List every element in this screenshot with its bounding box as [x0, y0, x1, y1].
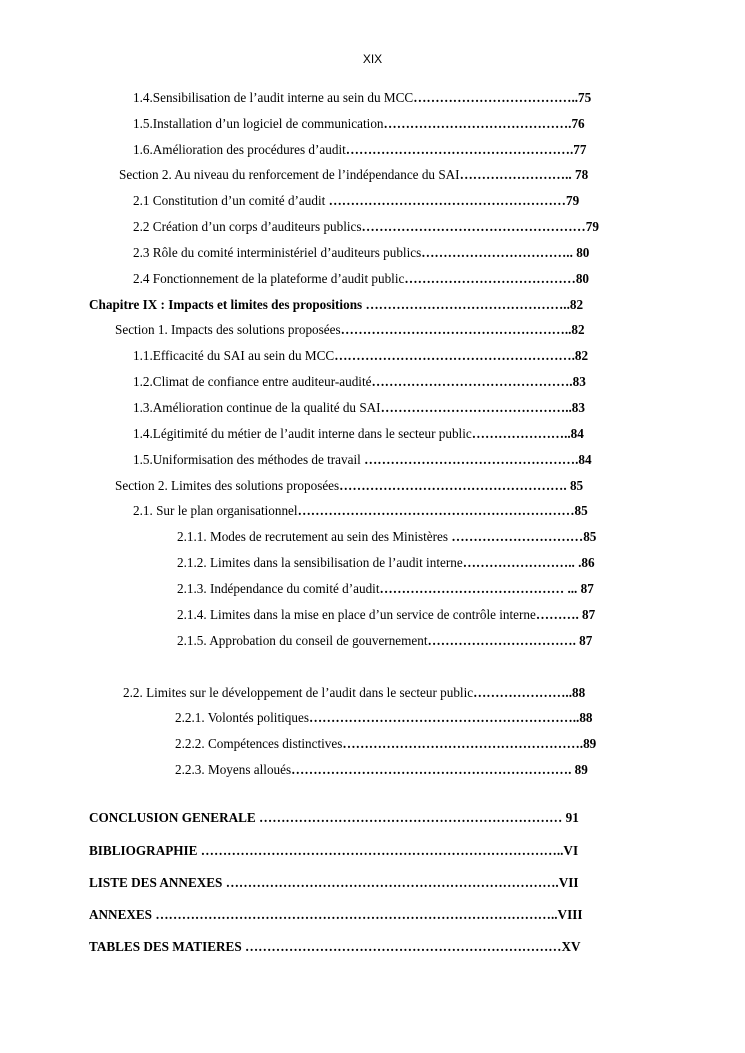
- toc-entry: [133, 400, 585, 416]
- page-number: XIX: [362, 52, 383, 66]
- toc-entry-page: 78: [574, 167, 589, 182]
- toc-entry-dots: ………………………………………………: [328, 193, 566, 208]
- toc-entry: [133, 374, 586, 390]
- toc-entry: [133, 193, 579, 209]
- toc-entry-title: CONCLUSION GENERALE: [89, 810, 260, 825]
- toc-entry-page: 88: [579, 710, 593, 725]
- toc-entry: [177, 633, 592, 649]
- toc-entry-page: VI: [563, 843, 579, 858]
- toc-entry-dots: ……………………………………..: [380, 400, 572, 415]
- toc-entry-title: 1.5.Installation d’un logiciel de communication: [133, 116, 384, 131]
- toc-entry-dots: ………………………………………………………………….: [225, 875, 559, 890]
- toc-entry-page: 80: [576, 245, 590, 260]
- toc-entry-page: VIII: [557, 907, 583, 922]
- toc-entry-dots: …………………………………….: [383, 116, 572, 131]
- toc-entry-page: 82: [574, 348, 589, 363]
- toc-entry: [119, 167, 588, 183]
- toc-entry-title: 1.6.Amélioration des procédures d’audit: [133, 142, 346, 157]
- toc-entry-dots: ………………………………………….: [364, 452, 579, 467]
- toc-entry-page: 84: [578, 452, 592, 467]
- toc-entry: [177, 555, 595, 571]
- toc-entry-title: 2.2 Création d’un corps d’auditeurs publics: [133, 219, 362, 234]
- toc-entry-title: Section 2. Au niveau du renforcement de l’indépendance du SAI: [119, 167, 460, 182]
- toc-entry-title: TABLES DES MATIERES: [89, 939, 245, 954]
- toc-entry: [177, 529, 596, 545]
- toc-entry-page: 86: [581, 555, 595, 570]
- toc-entry: [133, 348, 588, 364]
- toc-entry-title: 1.4.Légitimité du métier de l’audit interne dans le secteur public: [133, 426, 472, 441]
- toc-entry-page: 89: [574, 762, 588, 777]
- toc-entry: [115, 322, 585, 338]
- toc-entry: [133, 503, 588, 519]
- toc-entry: [175, 762, 588, 778]
- toc-entry-dots: ……………………………………………….: [342, 736, 584, 751]
- toc-entry-page: 75: [578, 90, 592, 105]
- toc-entry: [133, 219, 599, 235]
- toc-entry-page: 79: [565, 193, 580, 208]
- toc-entry-page: 87: [582, 607, 596, 622]
- toc-entry-title: 2.1. Sur le plan organisationnel: [133, 503, 298, 518]
- toc-entry-dots: ………………………………………………………………………..: [200, 843, 564, 858]
- toc-entry-title: 1.2.Climat de confiance entre auditeur-audité: [133, 374, 372, 389]
- toc-entry-page: 85: [574, 503, 588, 518]
- toc-entry-title: 2.3 Rôle du comité interministériel d’auditeurs publics: [133, 245, 422, 260]
- toc-entry-dots: …………………………………: [404, 271, 576, 286]
- toc-entry-dots: ………………………………………………………: [297, 503, 575, 518]
- toc-entry-title: Section 2. Limites des solutions proposées: [115, 478, 340, 493]
- toc-entry-chapter: [89, 297, 583, 313]
- toc-entry: [123, 685, 585, 701]
- toc-entry-dots: ……………………………………………….: [334, 348, 575, 363]
- toc-entry-page: 83: [572, 374, 586, 389]
- toc-entry-major: [89, 907, 582, 923]
- toc-entry-page: 87: [579, 633, 593, 648]
- toc-entry-dots: …………………………….: [427, 633, 580, 648]
- toc-entry-title: LISTE DES ANNEXES: [89, 875, 226, 890]
- toc-entry-page: 79: [585, 219, 599, 234]
- toc-entry-dots: ……………………………………………………..: [308, 710, 580, 725]
- toc-entry-title: 2.2.3. Moyens alloués: [175, 762, 292, 777]
- toc-entry-dots: ………………………………………..: [365, 297, 570, 312]
- toc-entry-dots: ……………………………..: [421, 245, 577, 260]
- toc-entry-dots: ……………………………………………: [361, 219, 586, 234]
- toc-entry-title: 2.1.4. Limites dans la mise en place d’un service de contrôle interne: [177, 607, 536, 622]
- toc-entry: [115, 478, 583, 494]
- toc-entry-dots: ……………………………………….: [371, 374, 573, 389]
- toc-entry-title: 1.1.Efficacité du SAI au sein du MCC: [133, 348, 335, 363]
- toc-entry-title: 2.2.2. Compétences distinctives: [175, 736, 343, 751]
- toc-entry-page: 82: [569, 297, 584, 312]
- toc-entry: [133, 245, 589, 261]
- toc-entry-page: 80: [575, 271, 589, 286]
- toc-entry-title: 1.3.Amélioration continue de la qualité du SAI: [133, 400, 381, 415]
- toc-entry-title: 2.1.3. Indépendance du comité d’audit: [177, 581, 380, 596]
- toc-entry-title: 2.4 Fonctionnement de la plateforme d’audit public: [133, 271, 405, 286]
- toc-entry-title: BIBLIOGRAPHIE: [89, 843, 201, 858]
- toc-entry-page: 87: [580, 581, 594, 596]
- toc-entry: [133, 426, 584, 442]
- toc-entry-page: 88: [572, 685, 586, 700]
- toc-entry-title: 1.4.Sensibilisation de l’audit interne au sein du MCC: [133, 90, 414, 105]
- toc-entry: [175, 736, 596, 752]
- toc-entry-major: [89, 810, 579, 826]
- toc-entry-title: 2.2. Limites sur le développement de l’audit dans le secteur public: [123, 685, 474, 700]
- toc-entry-dots: …………………..: [473, 685, 573, 700]
- toc-entry-title: 2.1.2. Limites dans la sensibilisation de l’audit interne: [177, 555, 463, 570]
- toc-entry-dots: …………………………………………….: [345, 142, 574, 157]
- toc-entry-title: 2.1.5. Approbation du conseil de gouvernement: [177, 633, 428, 648]
- toc-entry: [133, 116, 585, 132]
- toc-entry-page: 91: [565, 810, 579, 825]
- toc-entry-dots: ……………………………………………………….: [291, 762, 575, 777]
- toc-entry: [133, 271, 589, 287]
- toc-entry: [175, 710, 593, 726]
- toc-entry-title: Section 1. Impacts des solutions proposées: [115, 322, 341, 337]
- toc-entry-page: 89: [583, 736, 597, 751]
- toc-entry-title: 2.1 Constitution d’un comité d’audit: [133, 193, 329, 208]
- toc-entry-page: VII: [558, 875, 579, 890]
- toc-entry-page: 83: [571, 400, 585, 415]
- toc-entry-dots: ……………………………………………………………: [259, 810, 566, 825]
- toc-entry: [177, 607, 595, 623]
- toc-entry-dots: ………………………………………………………………: [244, 939, 562, 954]
- toc-entry-page: 84: [570, 426, 584, 441]
- toc-entry-title: 1.5.Uniformisation des méthodes de travail: [133, 452, 365, 467]
- toc-entry-page: XV: [561, 939, 581, 954]
- toc-entry-page: 85: [569, 478, 584, 493]
- toc-entry-major: [89, 939, 581, 955]
- toc-entry-major: [89, 875, 578, 891]
- toc-entry-title: Chapitre IX : Impacts et limites des propositions: [89, 297, 366, 312]
- toc-entry-dots: …………………….. .: [462, 555, 582, 570]
- toc-entry-dots: …………………………………………….: [339, 478, 570, 493]
- toc-entry-page: 82: [571, 322, 585, 337]
- toc-entry-dots: ……….: [535, 607, 583, 622]
- toc-entry-dots: ……………………………………………..: [340, 322, 572, 337]
- toc-entry-title: ANNEXES: [89, 907, 156, 922]
- toc-entry-title: 2.1.1. Modes de recrutement au sein des Ministères: [177, 529, 452, 544]
- toc-entry-dots: ………………………………………………………………………………..: [155, 907, 558, 922]
- toc-entry-dots: …………………..: [471, 426, 571, 441]
- toc-entry: [177, 581, 594, 597]
- toc-entry-page: 77: [573, 142, 587, 157]
- toc-entry-major: [89, 843, 578, 859]
- toc-entry-dots: …………………………………… ...: [379, 581, 581, 596]
- toc-entry: [133, 142, 586, 158]
- toc-entry-page: 76: [571, 116, 585, 131]
- toc-entry-dots: ………………………………..: [413, 90, 579, 105]
- toc-entry-page: 85: [583, 529, 597, 544]
- toc-entry-dots: ……………………..: [459, 167, 575, 182]
- toc-entry: [133, 90, 591, 106]
- toc-entry-title: 2.2.1. Volontés politiques: [175, 710, 309, 725]
- toc-entry: [133, 452, 592, 468]
- toc-entry-dots: …………………………: [451, 529, 584, 544]
